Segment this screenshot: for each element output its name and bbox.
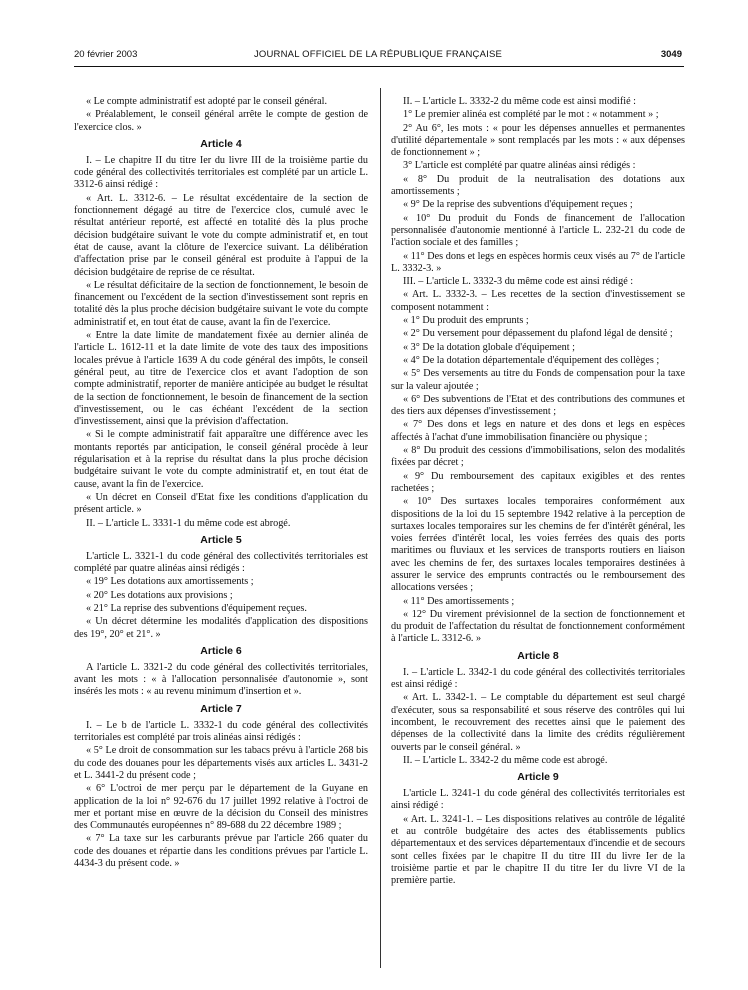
paragraph: « 7° La taxe sur les carburants prévue par l'article 266 quater du code des douanes et répartie dans les conditions prévues par l'article L. 4434-3 du présent code. » xyxy=(74,833,368,870)
paragraph: III. – L'article L. 3332-3 du même code est ainsi rédigé : xyxy=(403,276,634,288)
paragraph: I. – Le b de l'article L. 3332-1 du code général des collectivités territoriales est complété par trois alinéas ainsi rédigés : xyxy=(74,719,368,744)
article-heading: Article 6 xyxy=(200,644,242,657)
paragraph: « Art. L. 3312-6. – Le résultat excédentaire de la section de fonctionnement dégagé au titre de l'exercice clos, cumulé avec le résultat antérieur reporté, est affecté en totalité dès la plus proche décision budgétaire suivant le vote du compte administratif et, en tout état de cause, avant la clôture de l'exercice suivant. La délibération d'affectation prise par le conseil général est produite à l'appui de la décision budgétaire de reprise de ce résultat. xyxy=(74,192,368,278)
paragraph: « 2° Du versement pour dépassement du plafond légal de densité ; xyxy=(403,328,673,340)
paragraph: « 19° Les dotations aux amortissements ; xyxy=(86,576,254,588)
paragraph: « 3° De la dotation globale d'équipement ; xyxy=(403,341,575,353)
paragraph: « Préalablement, le conseil général arrête le compte de gestion de l'exercice clos. » xyxy=(74,109,368,133)
paragraph: « 11° Des amortissements ; xyxy=(403,595,515,607)
paragraph: A l'article L. 3321-2 du code général des collectivités territoriales, avant les mots : « à l'allocation personnalisée d'autonomie », sont insérés les mots : « au revenu minimum d'insertion et ». xyxy=(74,661,368,698)
left-column xyxy=(74,96,368,871)
paragraph: II. – L'article L. 3332-2 du même code est ainsi modifié : xyxy=(403,96,636,107)
paragraph: « Le résultat déficitaire de la section de fonctionnement, le besoin de financement ou l'excédent de la section d'investissement sont repris en totalité dès la plus proche décision budgétaire suivant le vote du compte administratif et, en tout état de cause, avant la fin de l'exercice. xyxy=(74,279,368,328)
paragraph: « 10° Du produit du Fonds de financement de l'allocation personnalisée d'autonomie mentionné à l'article L. 232-21 du code de l'action sociale et des familles ; xyxy=(391,212,685,249)
paragraph: « 20° Les dotations aux provisions ; xyxy=(86,589,233,601)
paragraph: « Un décret en Conseil d'Etat fixe les conditions d'application du présent article. » xyxy=(74,491,368,516)
paragraph: « 21° La reprise des subventions d'équipement reçues. xyxy=(86,602,307,614)
paragraph: « 12° Du virement prévisionnel de la section de fonctionnement et du produit de l'affectation du résultat de fonctionnement conformément à l'article L. 3312-6. » xyxy=(391,608,685,645)
header-date: 20 février 2003 xyxy=(74,49,138,60)
paragraph: 1° Le premier alinéa est complété par le mot : « notamment » ; xyxy=(403,109,659,121)
paragraph: 2° Au 6°, les mots : « pour les dépenses annuelles et permanentes d'utilité départementale » sont remplacés par les mots : « aux dépenses de fonctionnement » ; xyxy=(391,122,685,159)
paragraph: « 9° Du remboursement des capitaux exigibles et des rentes rachetées ; xyxy=(391,470,685,494)
article-heading: Article 9 xyxy=(517,771,559,784)
paragraph: L'article L. 3321-1 du code général des collectivités territoriales est complété par quatre alinéas ainsi rédigés : xyxy=(74,550,368,575)
page-header xyxy=(74,48,682,62)
article-heading: Article 5 xyxy=(200,533,242,546)
right-column xyxy=(391,96,685,889)
paragraph: « 6° L'octroi de mer perçu par le département de la Guyane en application de la loi n° 92-676 du 17 juillet 1992 relative à l'octroi de mer et portant mise en œuvre de la décision du Conseil des ministres des Communautés européennes n° 89-688 du 22 décembre 1989 ; xyxy=(74,783,368,832)
paragraph: « Un décret détermine les modalités d'application des dispositions des 19°, 20° et 21°. » xyxy=(74,616,368,640)
article-heading: Article 4 xyxy=(200,137,242,150)
page-number: 3049 xyxy=(660,49,682,60)
paragraph: I. – Le chapitre II du titre Ier du livre III de la troisième partie du code général des collectivités territoriales est complété par un article L. 3312-6 ainsi rédigé : xyxy=(74,154,368,191)
paragraph: « 4° De la dotation départementale d'équipement des collèges ; xyxy=(403,354,660,366)
paragraph: « 5° Des versements au titre du Fonds de compensation pour la taxe sur la valeur ajoutée ; xyxy=(391,368,685,392)
paragraph: « 9° De la reprise des subventions d'équipement reçues ; xyxy=(403,199,633,211)
paragraph: « Art. L. 3241-1. – Les dispositions relatives au contrôle de légalité et au contrôle budgétaire des actes des établissements publics départementaux et des services départementaux d'incendie et de secours sont celles fixées par le chapitre II du titre III du livre Ier de la troisième partie et par le chapitre II du titre Ier du livre VI de la première partie. xyxy=(391,813,685,887)
paragraph: « Entre la date limite de mandatement fixée au dernier alinéa de l'article L. 1612-11 et la date limite de vote des taux des impositions locales prévue à l'article 1639 A du code général des impôts, le conseil général peut, au titre de l'exercice clos et avant l'adoption de son compte administratif, reporter de manière anticipée au budget le résultat de la section de fonctionnement, le besoin de financement de la section d'investissement, ou le cas échéant l'excédent de la section d'investissement, ainsi que la prévision d'affectation. xyxy=(74,330,368,428)
paragraph: « 1° Du produit des emprunts ; xyxy=(403,315,529,327)
paragraph: « 7° Des dons et legs en nature et des dons et legs en espèces affectés à l'achat d'une immobilisation financière ou physique ; xyxy=(391,419,685,443)
paragraph: L'article L. 3241-1 du code général des collectivités territoriales est ainsi rédigé : xyxy=(391,788,685,812)
paragraph: « Art. L. 3342-1. – Le comptable du département est seul chargé d'exécuter, sous sa responsabilité et sous réserve des contrôles qui lui incombent, le recouvrement des recettes ainsi que le paiement des dépenses de la collectivité dans la limite des crédits régulièrement ouverts par le conseil général. » xyxy=(391,692,685,753)
paragraph: « Art. L. 3332-3. – Les recettes de la section d'investissement se composent notamment : xyxy=(391,289,685,313)
paragraph: « 5° Le droit de consommation sur les tabacs prévu à l'article 268 bis du code des douanes pour les départements visés aux articles L. 3431-2 et L. 3441-2 du présent code ; xyxy=(74,745,368,781)
paragraph: « 11° Des dons et legs en espèces hormis ceux visés au 7° de l'article L. 3332-3. » xyxy=(391,250,685,274)
paragraph: « Le compte administratif est adopté par le conseil général. xyxy=(86,96,328,107)
article-heading: Article 8 xyxy=(517,649,559,662)
paragraph: « 6° Des subventions de l'Etat et des contributions des communes et des tiers aux dépenses d'investissement ; xyxy=(391,393,685,418)
paragraph: « 8° Du produit des cessions d'immobilisations, selon des modalités fixées par décret ; xyxy=(391,445,685,469)
paragraph: « Si le compte administratif fait apparaître une différence avec les montants reportés par anticipation, le conseil général procède à leur régularisation et à la reprise du résultat dans la plus proche décision budgétaire suivant le vote du compte administratif et, en tout état de cause, avant la fin de l'exercice. xyxy=(74,429,368,490)
journal-title: JOURNAL OFFICIEL DE LA RÉPUBLIQUE FRANÇAISE xyxy=(253,49,503,60)
column-divider xyxy=(380,88,381,968)
paragraph: « 8° Du produit de la neutralisation des dotations aux amortissements ; xyxy=(391,173,685,198)
header-rule xyxy=(74,66,684,67)
paragraph: « 10° Des surtaxes locales temporaires conformément aux dispositions de la loi du 15 septembre 1942 relative à la perception de surtaxes locales temporaires sur les chemins de fer d'intérêt général, les voies ferrées d'intérêt local, les voies ferrées des quais des ports maritimes ou fluviaux et les services de transports routiers en liaison avec les chemins de fer, des surtaxes locales temporaires destinées à assurer le service des emprunts contractés ou le remboursement des allocations versées ; xyxy=(391,496,685,594)
article-heading: Article 7 xyxy=(200,702,242,715)
paragraph: 3° L'article est complété par quatre alinéas ainsi rédigés : xyxy=(403,160,636,172)
paragraph: I. – L'article L. 3342-1 du code général des collectivités territoriales est ainsi rédigé : xyxy=(391,666,685,691)
paragraph: II. – L'article L. 3331-1 du même code est abrogé. xyxy=(86,517,291,529)
paragraph: II. – L'article L. 3342-2 du même code est abrogé. xyxy=(403,754,608,766)
